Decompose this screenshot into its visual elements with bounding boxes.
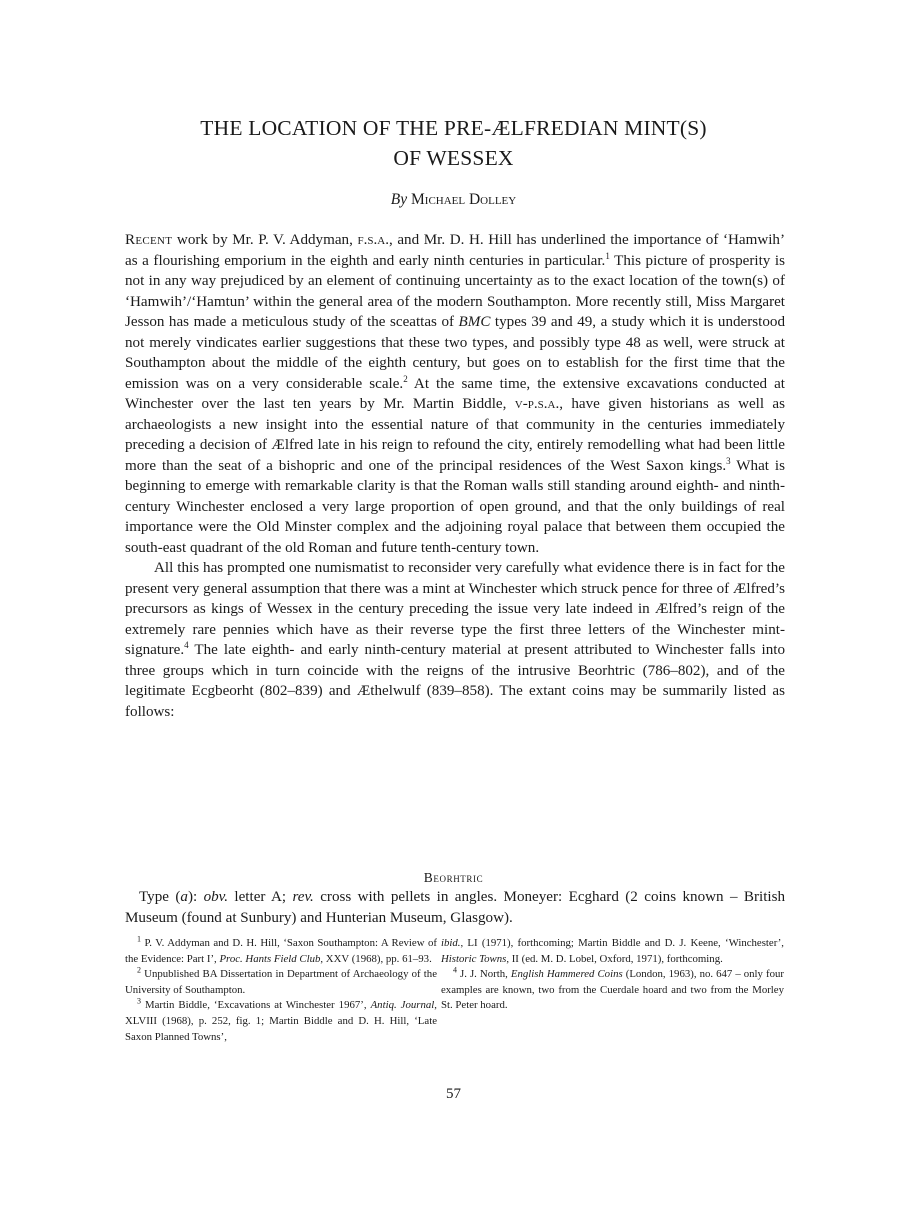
section-heading-beorhtric: Beorhtric bbox=[423, 870, 484, 885]
text-run: P. V. Addyman and D. H. Hill, ‘Saxon Southampton: A Review of the Evidence: Part I’, bbox=[125, 937, 437, 965]
text-run: , XLVIII (1968), p. 252, fig. 1; Martin Biddle and D. H. Hill, ‘Late Saxon Planned Towns’, bbox=[125, 999, 437, 1043]
article-title bbox=[0, 113, 907, 173]
type-a-entry bbox=[125, 887, 785, 929]
title-line-2: OF WESSEX bbox=[393, 146, 514, 170]
text-run: (London, 1963), no. 647 – only four examples are known, two from the Cuerdale hoard and two from the Morley St. Peter hoard. bbox=[441, 968, 784, 1012]
text-run: , LI (1971), forthcoming; Martin Biddle and D. J. Keene, ‘Winchester’, bbox=[460, 937, 784, 949]
fsa-abbrev: f.s.a. bbox=[357, 232, 389, 248]
book-title: English Hammered Coins bbox=[510, 968, 623, 981]
footnote-3 bbox=[125, 998, 437, 1045]
book-title: Historic Towns bbox=[441, 952, 507, 965]
footnote-number: 3 bbox=[137, 996, 141, 1006]
text-run: The late eighth- and early ninth-century material at present attributed to Winchester falls into three groups which in turn coincide with the reigns of the intrusive Beorhtric (786–802), and of the legitimate Ecgbeorht (802–839) and Æthelwulf (839–858). The extant coins may be summarily listed as follows: bbox=[125, 642, 785, 720]
text-run: Type ( bbox=[139, 889, 181, 905]
journal-title: Antiq. Journal bbox=[370, 999, 435, 1012]
text-run: What is beginning to emerge with remarkable clarity is that the Roman walls still standing around eighth- and ninth-century Winchester enclosed a very large proportion of open ground, and that the only buildings of real importance were the Old Minster complex and the adjoining royal palace that between them occupied the south-east quadrant of the old Roman and future tenth-century town. bbox=[125, 457, 785, 556]
byline bbox=[0, 190, 907, 210]
rev-abbrev: rev. bbox=[292, 889, 314, 905]
footnote-ref-1[interactable]: 1 bbox=[605, 250, 610, 261]
footnotes-left-column bbox=[125, 936, 437, 1045]
title-line-1: THE LOCATION OF THE PRE-ÆLFREDIAN MINT(S) bbox=[200, 116, 707, 140]
footnotes-right-column bbox=[441, 936, 784, 1014]
journal-title: Proc. Hants Field Club bbox=[219, 952, 321, 965]
text-run: , XXV (1968), pp. 61–93. bbox=[320, 952, 432, 965]
author-name: Michael Dolley bbox=[411, 191, 517, 208]
byline-by: By bbox=[390, 191, 408, 208]
text-run: ): bbox=[187, 889, 204, 905]
text-run: , II (ed. M. D. Lobel, Oxford, 1971), forthcoming. bbox=[506, 952, 723, 965]
ibid-abbrev: ibid. bbox=[441, 937, 461, 949]
text-run: cross with pellets in angles. Moneyer: Ecghard (2 coins known – British Museum (found at Sunbury) and Hunterian Museum, Glasgow). bbox=[125, 889, 786, 926]
footnote-number: 4 bbox=[453, 965, 457, 975]
text-run: J. J. North, bbox=[457, 968, 511, 981]
main-text bbox=[125, 230, 785, 722]
text-run: types 39 and 49, a study which it is understood not merely vindicates earlier suggestions that these two types, and possibly type 48 as well, were struck at Southampton about the middle of the eighth century, but goes on to establish for the first time that the emission was on a very considerable scale. bbox=[125, 314, 785, 392]
paragraph-1 bbox=[125, 230, 785, 558]
footnote-3-continued bbox=[441, 936, 784, 967]
footnote-number: 2 bbox=[137, 965, 141, 975]
text-run: Martin Biddle, ‘Excavations at Winchester 1967’, bbox=[141, 999, 371, 1012]
bmc-abbrev: BMC bbox=[458, 314, 491, 330]
footnote-1 bbox=[125, 936, 437, 967]
text-run: At the same time, the extensive excavations conducted at Winchester over the last ten years by Mr. Martin Biddle, bbox=[125, 375, 785, 412]
page-number: 57 bbox=[446, 1086, 461, 1102]
footnote-ref-3[interactable]: 3 bbox=[726, 455, 731, 466]
vpsa-abbrev: v-p.s.a. bbox=[514, 396, 560, 412]
footnote-ref-2[interactable]: 2 bbox=[403, 373, 408, 384]
text-run: work by Mr. P. V. Addyman, bbox=[172, 232, 358, 248]
footnote-2 bbox=[125, 967, 437, 998]
paragraph-2 bbox=[125, 558, 785, 722]
text-run: Unpublished BA Dissertation in Department of Archaeology of the University of Southampton. bbox=[125, 968, 437, 996]
text-run: letter A; bbox=[228, 889, 293, 905]
text-run: This picture of prosperity is not in any way prejudiced by an element of continuing uncertainty as to the exact location of the town(s) of ‘Hamwih’/‘Hamtun’ within the general area of the modern Southampton. More recently still, Miss Margaret Jesson has made a meticulous study of the sceattas of bbox=[125, 252, 785, 330]
text-run: , and Mr. D. H. Hill has underlined the importance of ‘Hamwih’ as a flourishing emporium in the eighth and early ninth centuries in particular. bbox=[125, 232, 785, 269]
text-run: All this has prompted one numismatist to reconsider very carefully what evidence there is in fact for the present very general assumption that there was a mint at Winchester which struck pence for three of Ælfred’s precursors as kings of Wessex in the century preceding the issue very late indeed in Ælfred’s reign of the extremely rare pennies which have as their reverse type the first three letters of the Winchester mint-signature. bbox=[125, 560, 785, 658]
footnote-number: 1 bbox=[137, 934, 141, 944]
type-letter: a bbox=[180, 889, 188, 905]
footnote-ref-4[interactable]: 4 bbox=[184, 639, 189, 650]
obv-abbrev: obv. bbox=[203, 889, 229, 905]
text-run: , have given historians as well as archaeologists a new insight into the essential nature of that community in the centuries immediately preceding a decision of Ælfred late in his reign to refound the city, entirely remodelling what had been little more than the seat of a bishopric and one of the principal residences of the West Saxon kings. bbox=[125, 396, 785, 474]
lead-word: Recent bbox=[125, 232, 173, 248]
footnote-4 bbox=[441, 967, 784, 1014]
